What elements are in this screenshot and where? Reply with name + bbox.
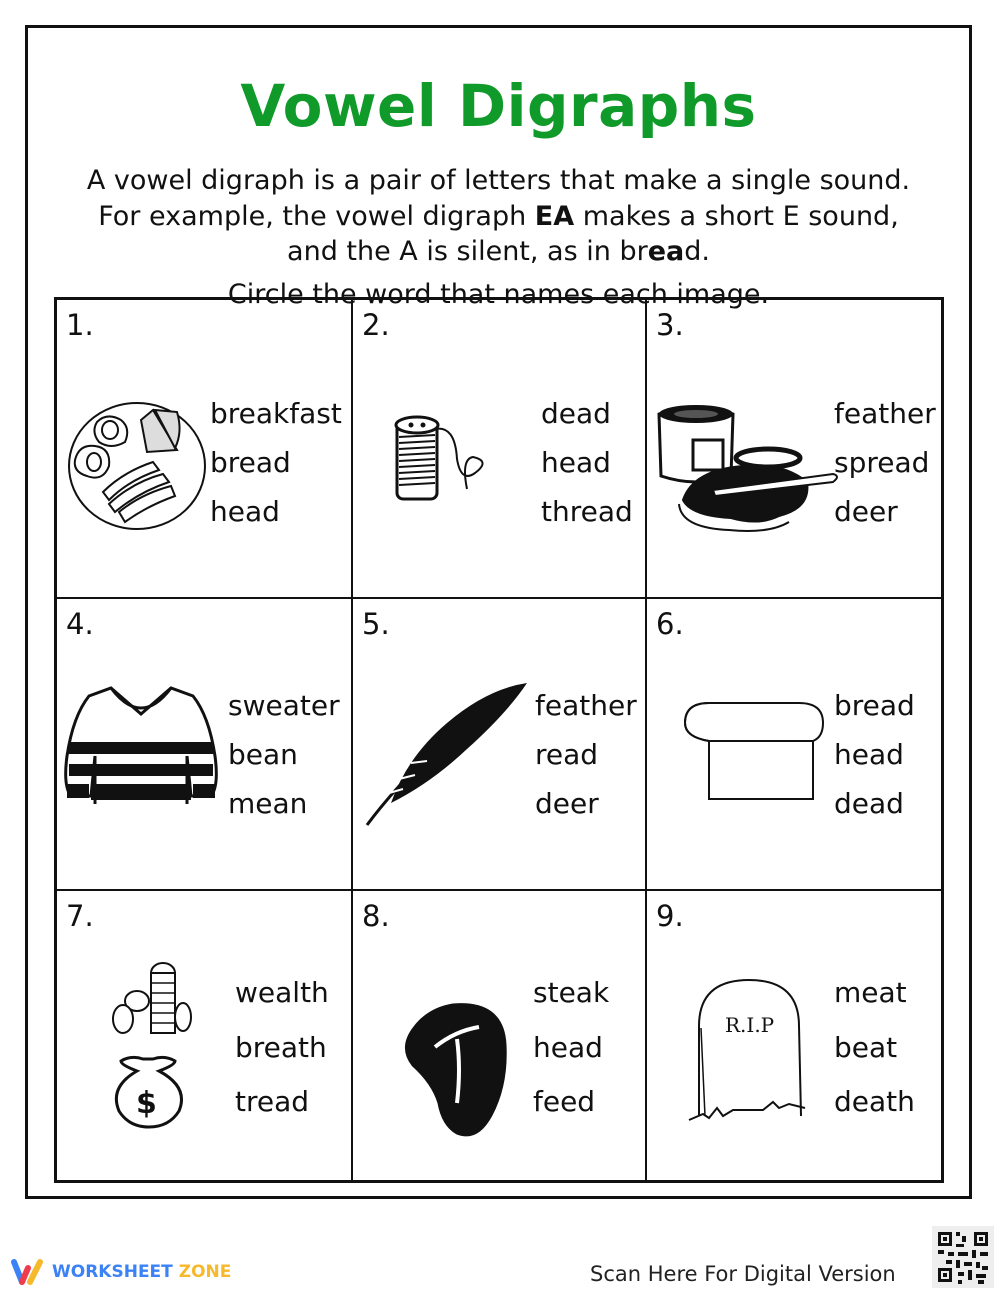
word-option[interactable]: breath: [235, 1030, 327, 1064]
breakfast-plate-icon: [63, 400, 213, 530]
worksheetzone-logo[interactable]: [10, 1258, 231, 1286]
svg-text:R.I.P: R.I.P: [725, 1013, 775, 1037]
word-options: [235, 966, 329, 1130]
word-option[interactable]: dead: [834, 787, 904, 820]
word-option[interactable]: bean: [228, 738, 298, 771]
word-options: [535, 681, 637, 828]
item-number: 2.: [362, 308, 390, 342]
intro-text: For example, the vowel digraph: [98, 200, 535, 232]
exercise-item-5: [353, 599, 647, 891]
exercise-item-9: [647, 891, 941, 1180]
svg-text:$: $: [136, 1086, 157, 1121]
word-option[interactable]: steak: [533, 976, 610, 1009]
word-option[interactable]: head: [541, 446, 611, 479]
word-options: [541, 389, 633, 536]
word-option[interactable]: head: [210, 495, 280, 528]
intro-text: d.: [684, 236, 710, 267]
digraph-emphasis: EA: [534, 200, 575, 232]
tombstone-icon: [685, 976, 815, 1126]
item-number: 5.: [362, 607, 390, 641]
intro-paragraph: [28, 163, 969, 270]
word-option[interactable]: dead: [541, 397, 611, 430]
worksheet-title: Vowel Digraphs: [240, 72, 757, 140]
word-options: [210, 389, 342, 536]
exercise-item-3: [647, 300, 941, 599]
jam-spread-icon: [653, 400, 843, 540]
intro-line-2: [28, 199, 969, 235]
thread-spool-icon: [389, 415, 529, 505]
exercise-item-8: [353, 891, 647, 1180]
word-option[interactable]: bread: [210, 446, 291, 479]
word-option[interactable]: feather: [535, 689, 637, 722]
word-option[interactable]: head: [533, 1030, 603, 1064]
intro-text: makes a short E sound,: [574, 200, 899, 232]
intro-line-1: A vowel digraph is a pair of letters that make a single sound.: [86, 165, 911, 196]
exercise-item-4: [57, 599, 353, 891]
word-option[interactable]: wealth: [235, 976, 329, 1009]
scan-caption: Scan Here For Digital Version: [590, 1262, 896, 1286]
item-number: 8.: [362, 899, 390, 933]
steak-icon: [399, 1001, 519, 1141]
word-option[interactable]: read: [535, 738, 599, 771]
item-number: 7.: [66, 899, 94, 933]
word-option[interactable]: sweater: [228, 689, 340, 722]
intro-text: and the A is silent, as in br: [287, 236, 648, 267]
word-options: [533, 966, 609, 1130]
exercise-item-7: [57, 891, 353, 1180]
word-option[interactable]: beat: [834, 1030, 898, 1064]
item-number: 9.: [656, 899, 684, 933]
logo-text-zone: ZONE: [178, 1262, 232, 1282]
sweater-icon: [61, 684, 221, 804]
item-number: 6.: [656, 607, 684, 641]
instruction-text: Circle the word that names each image.: [227, 279, 770, 310]
coins-money-bag-icon: [107, 961, 197, 1131]
word-option[interactable]: feather: [834, 397, 936, 430]
exercise-grid: [54, 297, 944, 1183]
logo-w-icon: [10, 1258, 46, 1286]
item-number: 1.: [66, 308, 94, 342]
word-option[interactable]: feed: [533, 1085, 596, 1118]
word-options: [834, 966, 915, 1130]
word-option[interactable]: deer: [834, 495, 898, 528]
word-options: [228, 681, 340, 828]
logo-text-worksheet: WORKSHEET: [52, 1262, 173, 1282]
word-option[interactable]: meat: [834, 976, 907, 1009]
word-options: [834, 389, 936, 536]
exercise-item-6: [647, 599, 941, 891]
exercise-item-1: [57, 300, 353, 599]
word-option[interactable]: death: [834, 1085, 915, 1118]
item-number: 4.: [66, 607, 94, 641]
word-option[interactable]: spread: [834, 446, 930, 479]
word-option[interactable]: mean: [228, 787, 308, 820]
digraph-emphasis: ea: [647, 236, 685, 267]
exercise-item-2: [353, 300, 647, 599]
word-option[interactable]: breakfast: [210, 397, 342, 430]
word-options: [834, 681, 915, 828]
bread-loaf-icon: [665, 699, 825, 809]
word-option[interactable]: head: [834, 738, 904, 771]
item-number: 3.: [656, 308, 684, 342]
word-option[interactable]: tread: [235, 1085, 310, 1118]
word-option[interactable]: deer: [535, 787, 599, 820]
word-option[interactable]: thread: [541, 495, 633, 528]
feather-icon: [363, 679, 533, 829]
intro-line-3: [28, 234, 969, 270]
word-option[interactable]: bread: [834, 689, 915, 722]
qr-code-icon[interactable]: [932, 1226, 994, 1288]
